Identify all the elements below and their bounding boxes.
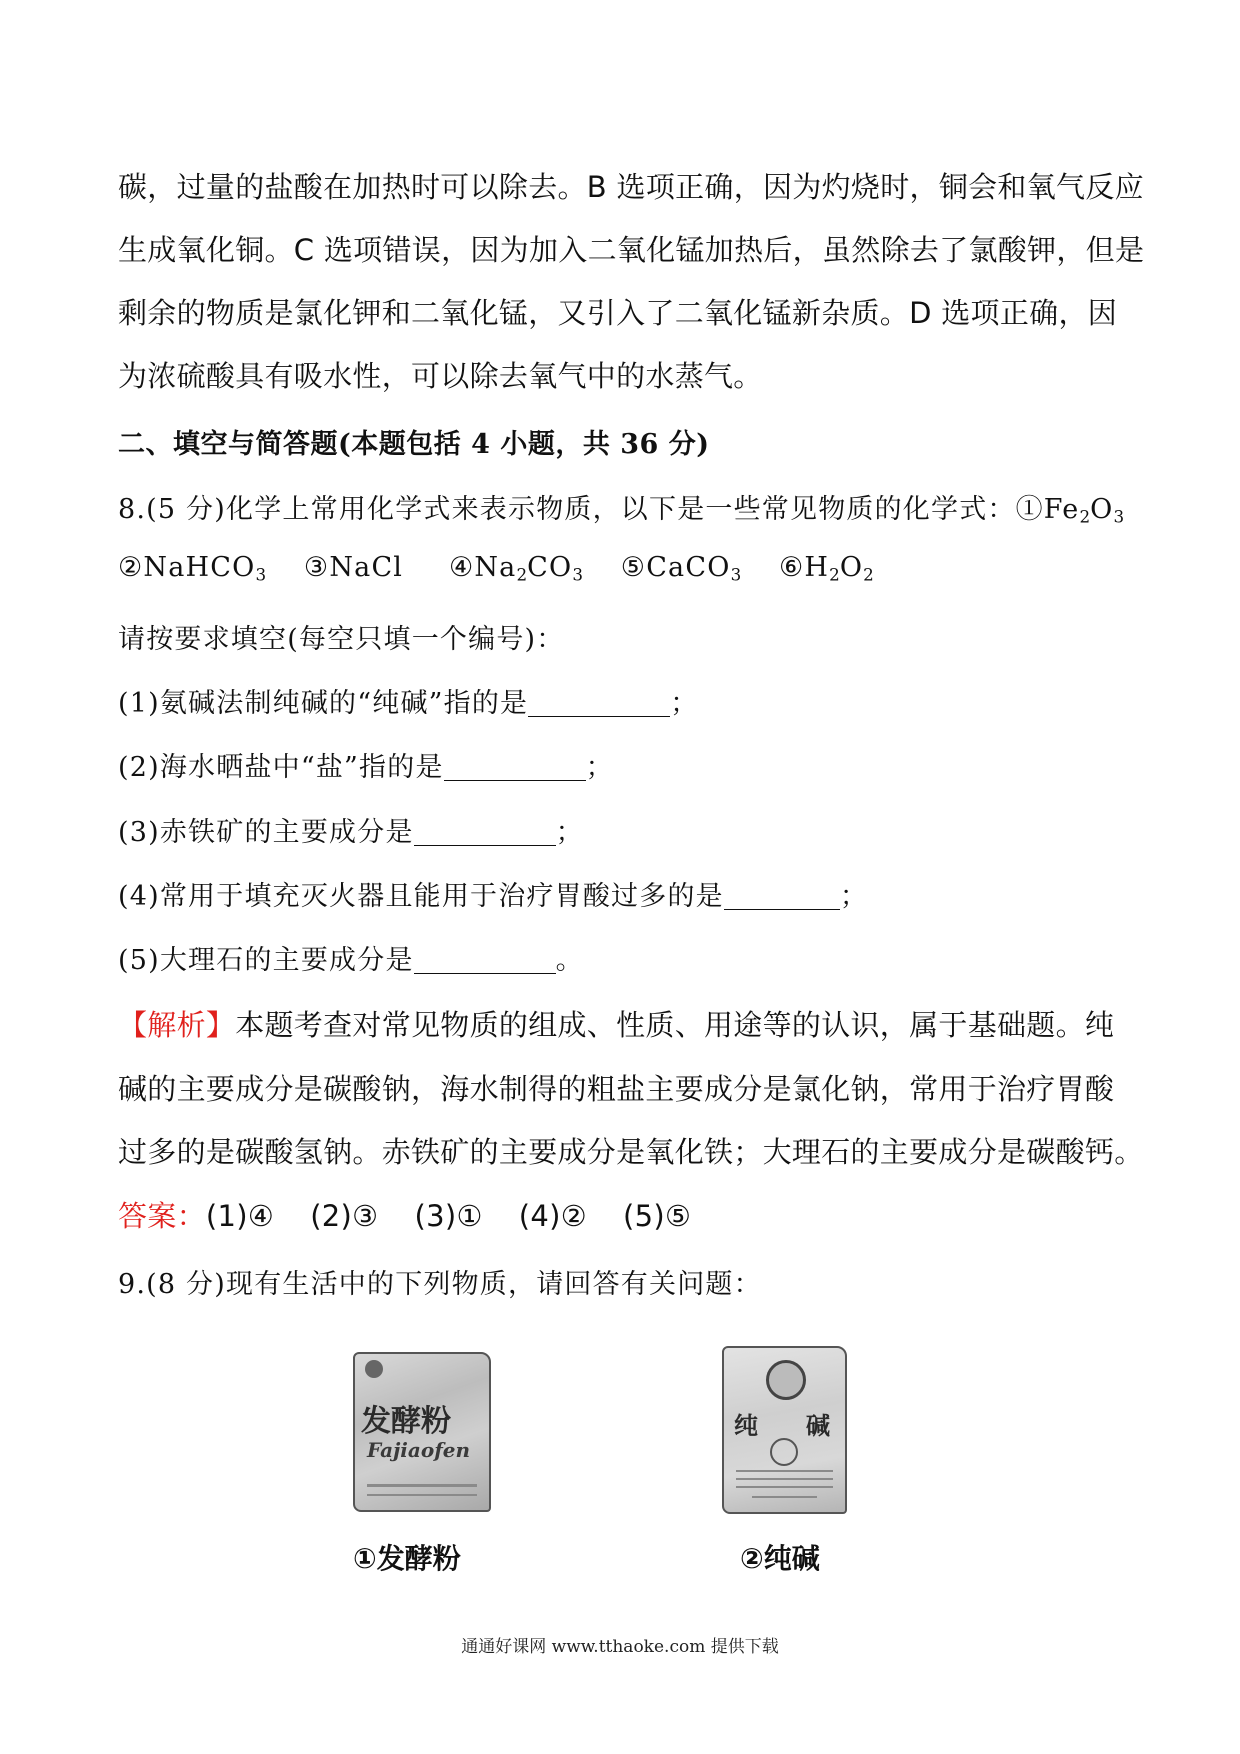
bag-subtitle: Fajiaofen bbox=[367, 1438, 471, 1462]
formula-5: ⑤CaCO$_3$ bbox=[620, 552, 742, 585]
answer-5: (5)⑤ bbox=[623, 1199, 692, 1233]
answer-1: (1)④ bbox=[205, 1199, 275, 1233]
analysis-line-1: 【解析】本题考查对常见物质的组成、性质、用途等的认识，属于基础题。纯 bbox=[118, 1008, 1115, 1042]
baking-powder-bag-image bbox=[353, 1352, 491, 1512]
answer-blank-3[interactable] bbox=[414, 817, 556, 846]
formula-2: ②NaHCO$_3$ bbox=[118, 552, 267, 585]
bag-stripe bbox=[367, 1494, 477, 1496]
q8-stem-text: 8.(5 分)化学上常用化学式来表示物质，以下是一些常见物质的化学式： bbox=[118, 494, 1016, 525]
soda-ash-bag-image bbox=[722, 1346, 847, 1514]
answer-4: (4)② bbox=[518, 1199, 588, 1233]
q8-item-3: (3)赤铁矿的主要成分是 ； bbox=[118, 817, 584, 848]
bag-emblem-icon bbox=[770, 1438, 798, 1466]
answer-blank-1[interactable] bbox=[528, 688, 670, 717]
explanation-line-1: 碳，过量的盐酸在加热时可以除去。B 选项正确，因为灼烧时，铜会和氧气反应 bbox=[118, 170, 1144, 204]
answer-blank-5[interactable] bbox=[414, 945, 556, 974]
section-title: 二、填空与简答题(本题包括 4 小题，共 36 分) bbox=[118, 429, 710, 460]
formula-6: $⑥H_2O_2$ bbox=[779, 552, 874, 585]
explanation-line-2: 生成氧化铜。C 选项错误，因为加入二氧化锰加热后，虽然除去了氯酸钾，但是 bbox=[118, 233, 1145, 267]
answer-3: (3)① bbox=[414, 1199, 483, 1233]
bag-text-line bbox=[736, 1486, 833, 1488]
bag-stripe bbox=[367, 1484, 477, 1487]
q8-item-5: (5)大理石的主要成分是 。 bbox=[118, 945, 584, 976]
explanation-line-4: 为浓硫酸具有吸水性，可以除去氧气中的水蒸气。 bbox=[118, 359, 763, 393]
q8-item-2: (2)海水晒盐中“盐”指的是 ； bbox=[118, 752, 614, 783]
answer-blank-2[interactable] bbox=[444, 752, 586, 781]
q8-item-1: (1)氨碱法制纯碱的“纯碱”指的是 ； bbox=[118, 688, 699, 719]
analysis-line-3: 过多的是碳酸氢钠。赤铁矿的主要成分是氧化铁；大理石的主要成分是碳酸钙。 bbox=[118, 1135, 1144, 1169]
analysis-label: 【解析】 bbox=[118, 1008, 236, 1042]
formula-1: $①Fe_2O_3$ bbox=[1015, 494, 1125, 527]
explanation-line-3: 剩余的物质是氯化钾和二氧化锰，又引入了二氧化锰新杂质。D 选项正确，因 bbox=[118, 296, 1118, 330]
bag-title-char-2: 碱 bbox=[806, 1412, 830, 1440]
image-caption-2: ②纯碱 bbox=[740, 1542, 820, 1575]
formula-3: ③NaCl bbox=[303, 552, 404, 583]
q8-formula-row bbox=[118, 552, 874, 585]
q8-item-4: (4)常用于填充灭火器且能用于治疗胃酸过多的是 ； bbox=[118, 881, 869, 912]
q8-instruction: 请按要求填空(每空只填一个编号)： bbox=[118, 624, 565, 655]
q8-stem bbox=[118, 487, 1124, 527]
brand-logo-icon bbox=[365, 1360, 383, 1378]
bag-text-line bbox=[752, 1496, 817, 1498]
answer-blank-4[interactable] bbox=[724, 881, 840, 910]
bag-text-line bbox=[736, 1470, 833, 1472]
analysis-line-2: 碱的主要成分是碳酸钠，海水制得的粗盐主要成分是氯化钠，常用于治疗胃酸 bbox=[118, 1072, 1115, 1106]
page-footer: 通通好课网 www.tthaoke.com 提供下载 bbox=[461, 1637, 779, 1657]
answer-2: (2)③ bbox=[310, 1199, 379, 1233]
bag-title-char-1: 纯 bbox=[734, 1412, 758, 1440]
q9-stem: 9.(8 分)现有生活中的下列物质，请回答有关问题： bbox=[118, 1269, 762, 1300]
brand-seal-icon bbox=[766, 1360, 806, 1400]
bag-title: 发酵粉 bbox=[361, 1404, 451, 1439]
answer-label: 答案： bbox=[118, 1199, 206, 1233]
formula-4: $④Na_2CO_3$ bbox=[448, 552, 583, 585]
answer-line bbox=[118, 1194, 691, 1235]
image-caption-1: ①发酵粉 bbox=[353, 1542, 461, 1575]
bag-text-line bbox=[736, 1478, 833, 1480]
